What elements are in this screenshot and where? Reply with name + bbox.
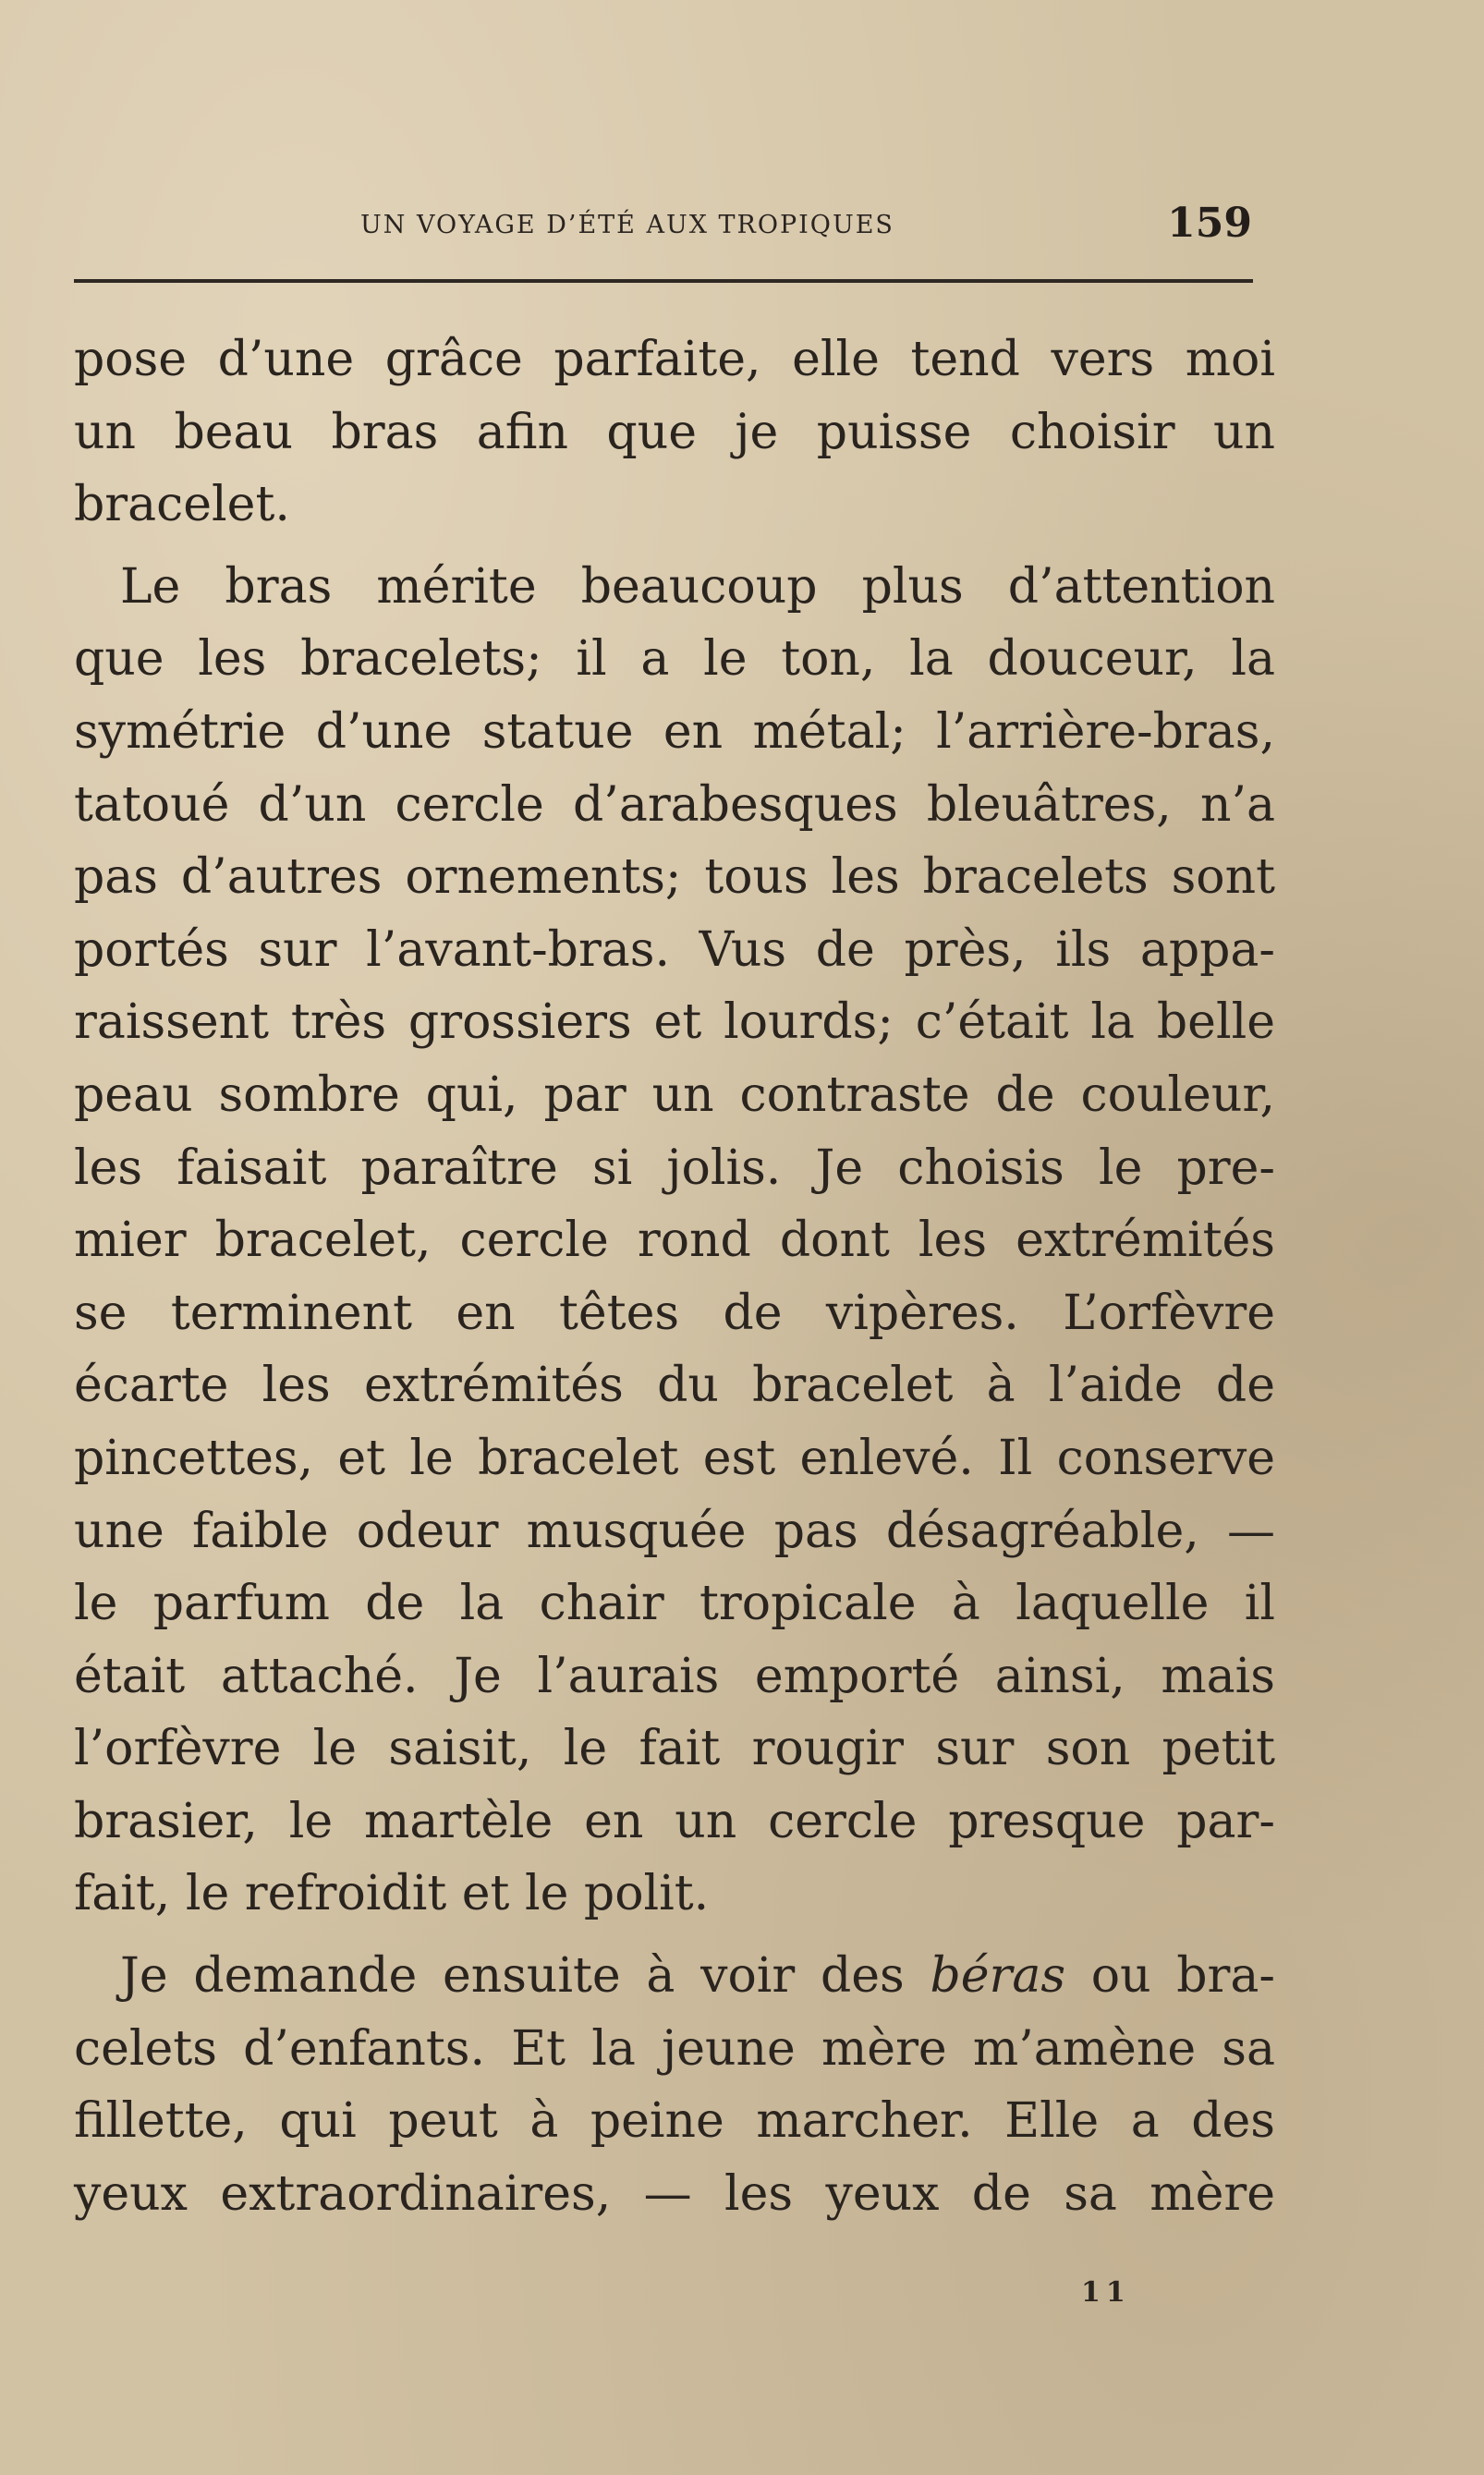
paragraph-2 (74, 551, 1275, 1931)
text-line: se terminent en têtes de vipères. L’orfèvre (74, 1285, 1275, 1341)
text-line: bracelet. (74, 477, 290, 533)
paragraph-3 (74, 1940, 1275, 2230)
text-line: était attaché. Je l’aurais emporté ainsi, mais (74, 1648, 1275, 1704)
text-line: que les bracelets; il a le ton, la douceur, la (74, 631, 1275, 688)
paragraph-gap (74, 542, 1275, 551)
text-line: tatoué d’un cercle d’arabesques bleuâtres, n’a (74, 776, 1275, 833)
text-line: yeux extraordinaires, — les yeux de sa mère (74, 2165, 1275, 2222)
paragraph-1 (74, 323, 1275, 542)
text-line: portés sur l’avant-bras. Vus de près, ils appa- (74, 921, 1275, 978)
italic-term: béras (930, 1948, 1066, 2005)
text-line: raissent très grossiers et lourds; c’était la belle (74, 994, 1275, 1051)
text-line: fillette, qui peut à peine marcher. Elle a des (74, 2093, 1275, 2150)
text-line: symétrie d’une statue en métal; l’arrière-bras, (74, 703, 1275, 760)
text-line: un beau bras afin que je puisse choisir un (74, 404, 1275, 460)
text-line: écarte les extrémités du bracelet à l’aide de (74, 1358, 1275, 1414)
text-line: brasier, le martèle en un cercle presque par- (74, 1793, 1275, 1849)
header-rule (74, 279, 1253, 283)
text-line: pose d’une grâce parfaite, elle tend vers moi (74, 332, 1275, 387)
text-line: le parfum de la chair tropicale à laquelle il (74, 1576, 1275, 1632)
body-text (74, 323, 1275, 2230)
text-line (74, 1940, 1275, 2013)
text-line: une faible odeur musquée pas désagréable, — (74, 1503, 1275, 1559)
page-number: 159 (1167, 200, 1252, 247)
text-line: peau sombre qui, par un contraste de couleur, (74, 1067, 1275, 1123)
signature-mark: 11 (1081, 2276, 1131, 2309)
text-line: fait, le refroidit et le polit. (74, 1866, 710, 1922)
running-head (74, 200, 1252, 261)
text-run: Je demande ensuite à voir des (120, 1948, 931, 2005)
text-line: pas d’autres ornements; tous les bracelets sont (74, 849, 1275, 906)
text-line: mier bracelet, cercle rond dont les extrémités (74, 1213, 1275, 1269)
text-line: l’orfèvre le saisit, le fait rougir sur son petit (74, 1721, 1275, 1777)
paragraph-gap (74, 1931, 1275, 1940)
text-line: Le bras mérite beaucoup plus d’attention (120, 558, 1275, 615)
text-run: ou bra- (1065, 1948, 1275, 2005)
text-line: les faisait paraître si jolis. Je choisis le pre- (74, 1140, 1275, 1196)
text-line: pincettes, et le bracelet est enlevé. Il conserve (74, 1430, 1275, 1486)
text-line: celets d’enfants. Et la jeune mère m’amène sa (74, 2020, 1275, 2077)
running-title: UN VOYAGE D’ÉTÉ AUX TROPIQUES (360, 211, 894, 239)
